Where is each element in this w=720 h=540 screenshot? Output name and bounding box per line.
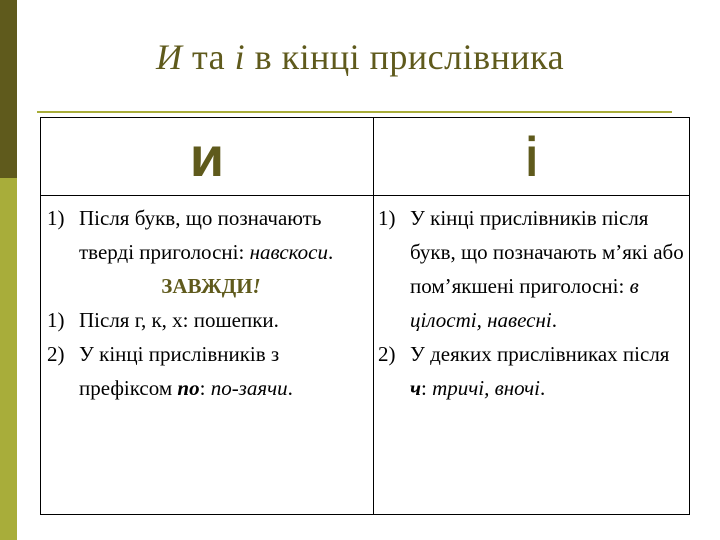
rule-punctuation: : (199, 376, 211, 400)
rules-table (40, 117, 690, 515)
header-cell-y (41, 118, 374, 196)
header-cell-i (374, 118, 690, 196)
rule-item (45, 303, 373, 337)
rule-punctuation: . (287, 376, 293, 400)
accent-stripe-light (0, 178, 17, 540)
rule-item (376, 201, 689, 337)
rule-text: Після г, к, х: пошепки. (79, 308, 279, 332)
rule-punctuation: . (540, 376, 546, 400)
rule-number: 1) (378, 206, 396, 230)
column-heading-i: і (525, 125, 538, 188)
rule-text: У кінці прислівників після букв, що позначають м’які або пом’якшені приголосні: (410, 206, 684, 298)
rules-cell-i (374, 196, 690, 515)
title-letter-y: И (155, 37, 183, 77)
rule-example: тричі, вночі (432, 376, 540, 400)
title-underline (37, 111, 672, 113)
rule-number: 1) (47, 308, 65, 332)
rule-item (45, 337, 373, 405)
rule-punctuation: : (421, 376, 433, 400)
rule-example: в цілості, навесні (410, 274, 639, 332)
rule-number: 2) (378, 342, 396, 366)
rule-example: по-заячи (210, 376, 288, 400)
rule-prefix: по (177, 376, 200, 400)
title-letter-i: і (234, 37, 246, 77)
rule-item (45, 201, 373, 269)
rule-text: Після букв, що позначають тверді приголосні: (79, 206, 322, 264)
rule-punctuation: . (551, 308, 557, 332)
rule-number: 1) (47, 206, 65, 230)
column-heading-y: и (189, 125, 225, 188)
body-row (41, 196, 690, 515)
title-conjunction: та (182, 37, 235, 77)
rule-punctuation: . (327, 240, 334, 264)
rule-item (376, 337, 689, 405)
always-mark: ! (252, 274, 261, 298)
rule-text: У кінці прислівників з префіксом (79, 342, 280, 400)
title-rest: в кінці прислівника (245, 37, 565, 77)
slide-title (0, 36, 720, 78)
rule-number: 2) (47, 342, 65, 366)
accent-stripe-dark (0, 0, 17, 178)
rules-cell-y (41, 196, 374, 515)
always-note (45, 269, 373, 303)
header-row (41, 118, 690, 196)
always-label: ЗАВЖДИ (161, 274, 253, 298)
rule-text: У деяких прислівниках після (410, 342, 670, 366)
rule-example: навскоси (249, 240, 328, 264)
rule-letter: ч (410, 376, 422, 400)
